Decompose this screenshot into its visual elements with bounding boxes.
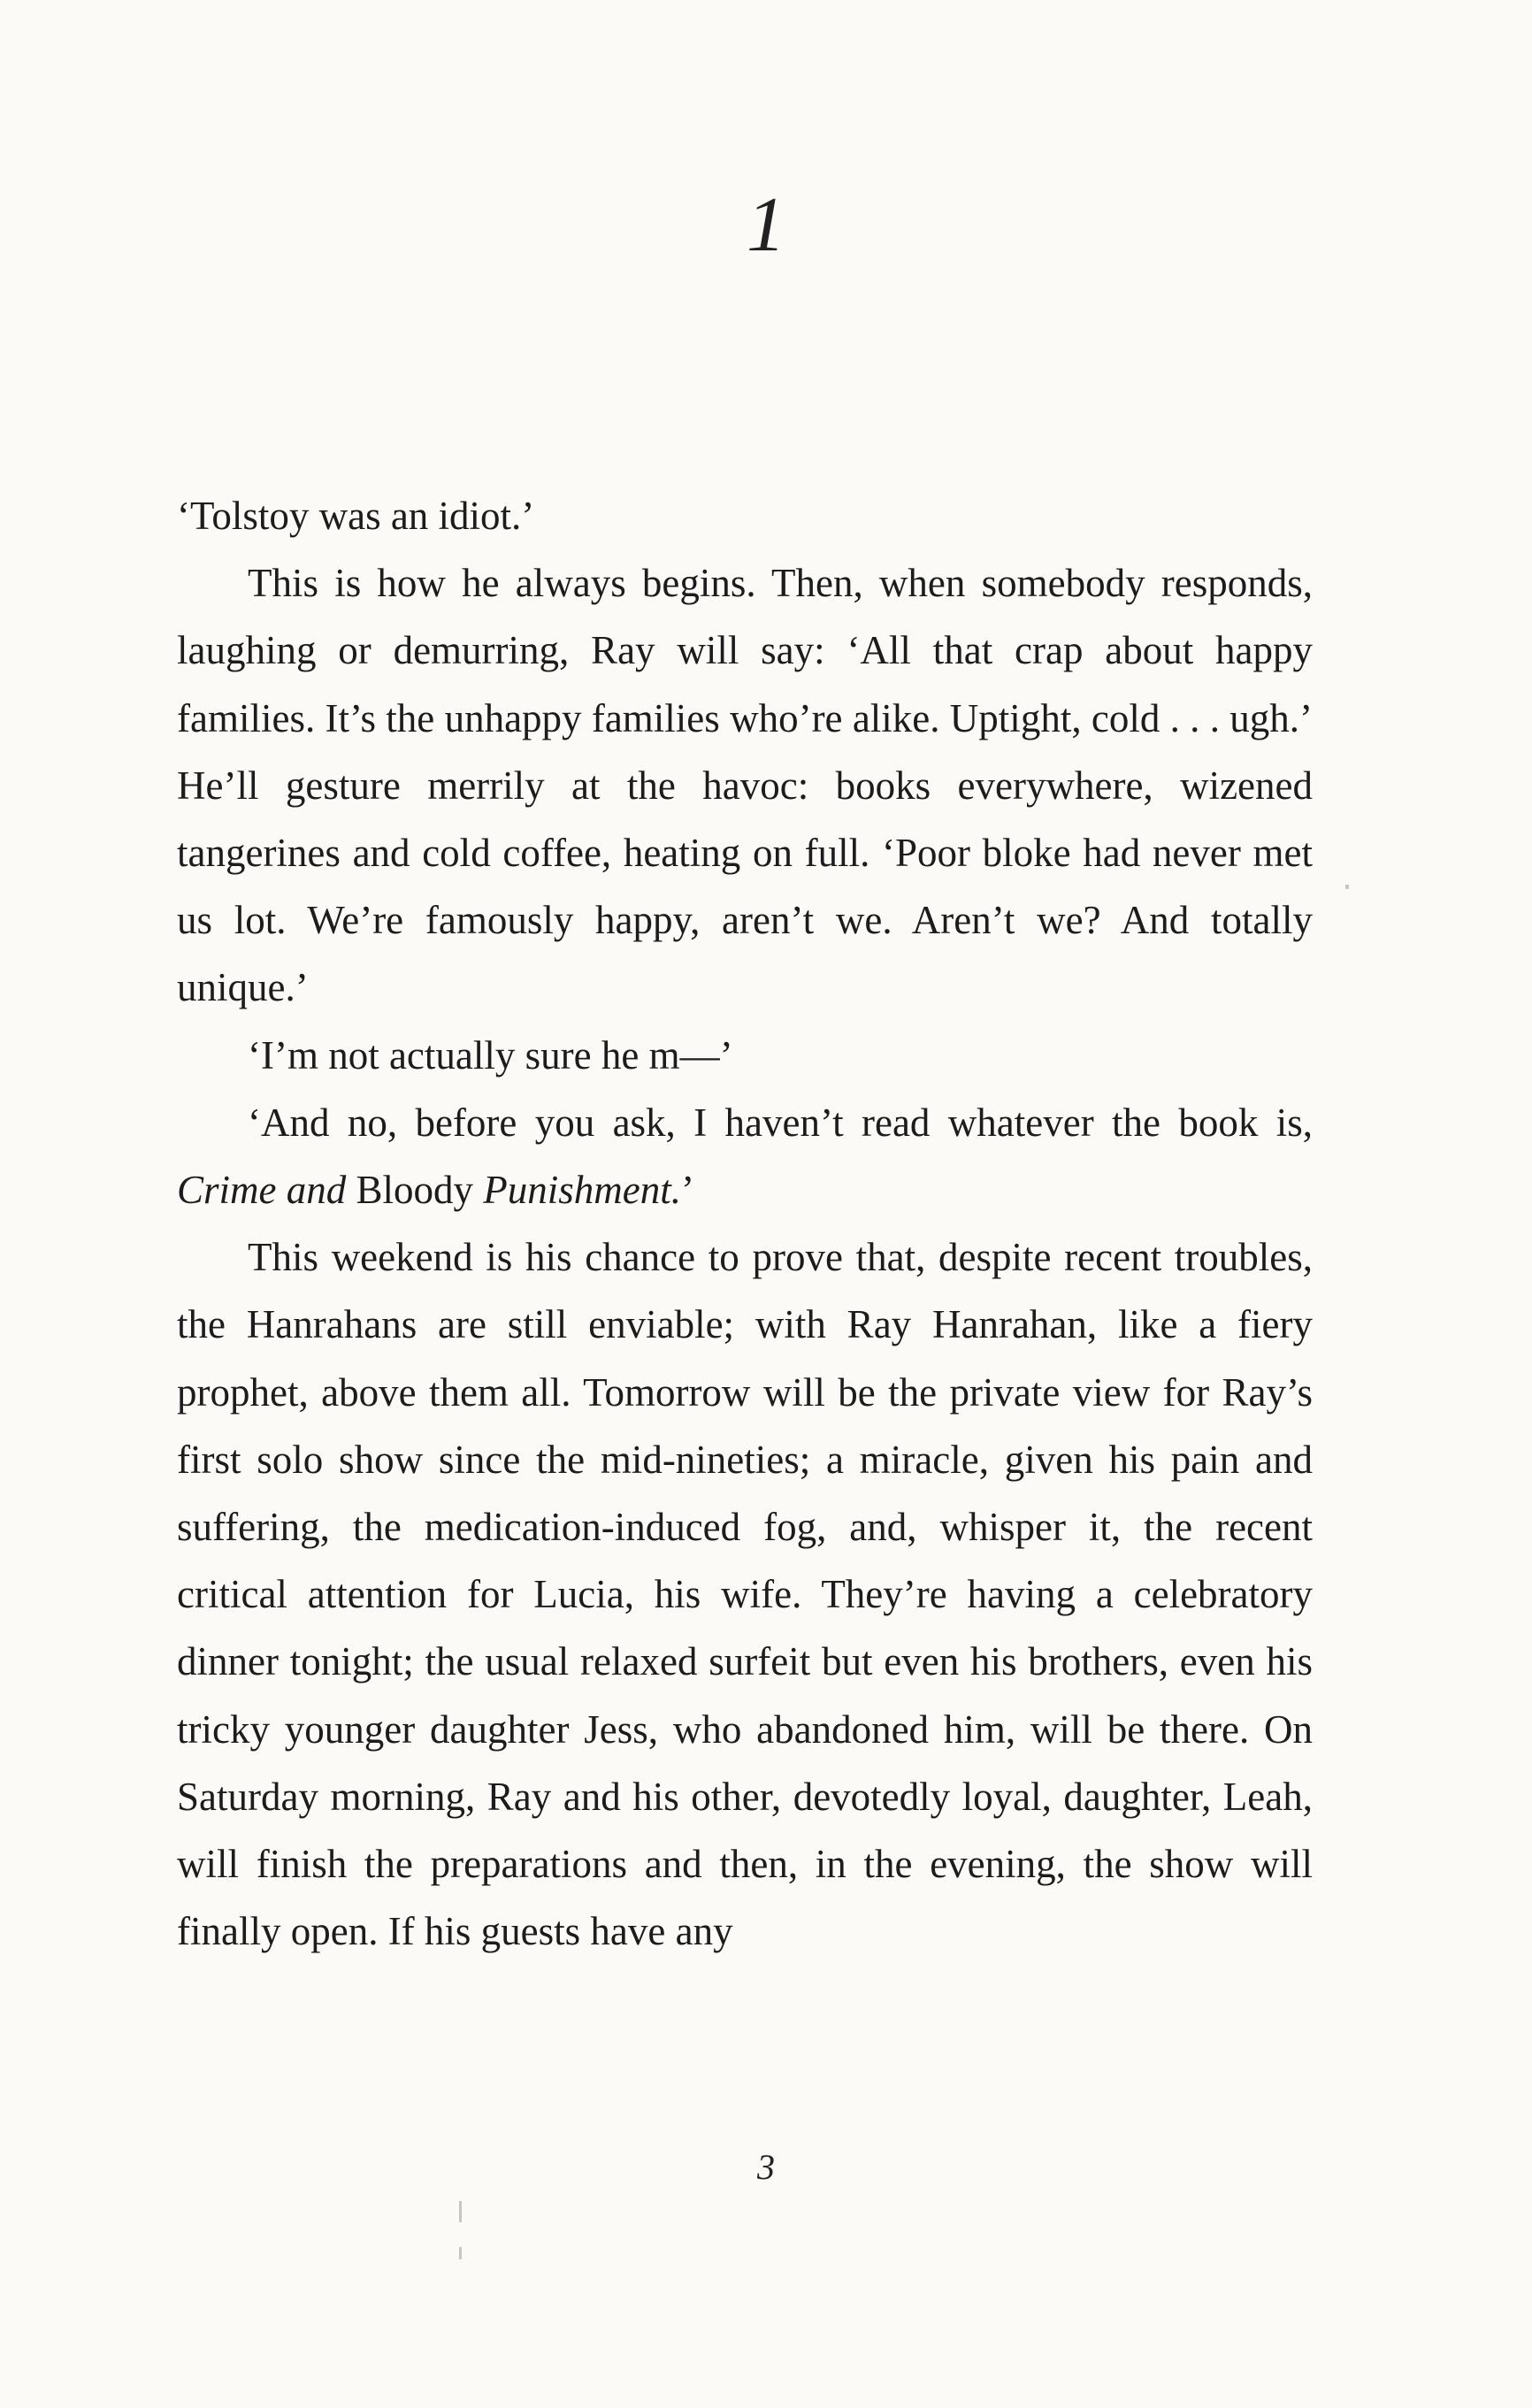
body-text bbox=[177, 482, 1313, 1965]
page-number: 3 bbox=[757, 2147, 775, 2187]
paragraph bbox=[177, 1022, 1313, 1089]
scan-mark bbox=[1345, 885, 1349, 889]
scan-mark bbox=[459, 2247, 462, 2259]
text-segment: ‘And no, before you ask, I haven’t read whatever the book is, bbox=[248, 1100, 1313, 1145]
paragraph bbox=[177, 1223, 1313, 1965]
text-segment: ’ bbox=[681, 1168, 695, 1213]
text-segment: ‘Tolstoy was an idiot.’ bbox=[177, 494, 535, 538]
text-segment: This is how he always begins. Then, when somebody responds, laughing or demurring, Ray will say: ‘All that crap about happy families. It’s the unhappy families who’re alike. Uptight, cold . . . ugh.’ He’ll gesture merrily at the havoc: books everywhere, wizened tangerines and cold coffee, heating on full. ‘Poor bloke had never met us lot. We’re famously happy, aren’t we. Aren’t we? And totally unique.’ bbox=[177, 561, 1313, 1010]
text-segment: Bloody bbox=[346, 1168, 484, 1213]
paragraph bbox=[177, 549, 1313, 1021]
text-segment: This weekend is his chance to prove that, despite recent troubles, the Hanrahans are still enviable; with Ray Hanrahan, like a fiery prophet, above them all. Tomorrow will be the private view for Ray’s first solo show since the mid-nineties; a miracle, given his pain and suffering, the medication-induced fog, and, whisper it, the recent critical attention for Lucia, his wife. They’re having a celebratory dinner tonight; the usual relaxed surfeit but even his brothers, even his tricky younger daughter Jess, who abandoned him, will be there. On Saturday morning, Ray and his other, devotedly loyal, daughter, Leah, will finish the preparations and then, in the evening, the show will finally open. If his guests have any bbox=[177, 1235, 1313, 1954]
chapter-number: 1 bbox=[747, 182, 785, 268]
paragraph bbox=[177, 1089, 1313, 1223]
scan-mark bbox=[459, 2201, 462, 2222]
italic-text: Crime and bbox=[177, 1168, 347, 1213]
text-segment: ‘I’m not actually sure he m—’ bbox=[248, 1032, 733, 1077]
italic-text: Punishment. bbox=[483, 1168, 682, 1213]
paragraph bbox=[177, 482, 1313, 549]
